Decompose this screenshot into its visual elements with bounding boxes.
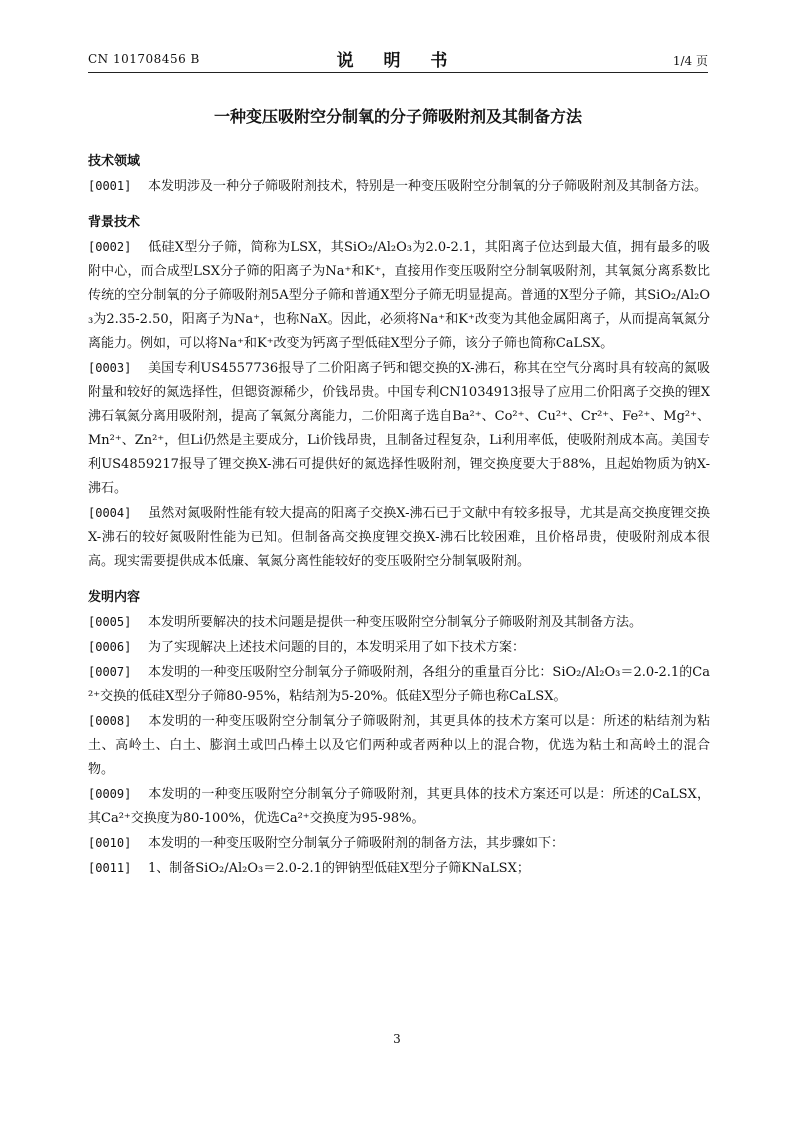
- paragraph-number: [0004]: [88, 506, 132, 520]
- paragraph: [88, 660, 710, 709]
- paragraph-number: [0009]: [88, 787, 132, 801]
- paragraph-number: [0010]: [88, 836, 132, 850]
- paragraph-text: 美国专利US4557736报导了二价阳离子钙和锶交换的X-沸石，称其在空气分离时具有较高的氮吸附量和较好的氮选择性，但锶资源稀少，价钱昂贵。中国专利CN1034913报导了应用二价阳离子交换的锂X沸石氧氮分离用吸附剂，提高了氧氮分离能力，二价阳离子选自Ba²⁺、Co²⁺、Cu²⁺、Cr²⁺、Fe²⁺、Mg²⁺、Mn²⁺、Zn²⁺，但Li仍然是主要成分，Li价钱昂贵，且制备过程复杂，Li利用率低，使吸附剂成本高。美国专利US4859217报导了锂交换X-沸石可提供好的氮选择性吸附剂，锂交换度要大于88%，且起始物质为钠X-沸石。: [88, 361, 710, 496]
- paragraph-number: [0007]: [88, 665, 132, 679]
- paragraph-text: 为了实现解决上述技术问题的目的，本发明采用了如下技术方案：: [148, 640, 526, 655]
- paragraph: [88, 856, 710, 881]
- paragraph-text: 本发明的一种变压吸附空分制氧分子筛吸附剂，其更具体的技术方案还可以是：所述的CaLSX，其Ca²⁺交换度为80-100%，优选Ca²⁺交换度为95-98%。: [88, 787, 710, 826]
- paragraph-text: 1、制备SiO₂/Al₂O₃＝2.0-2.1的钾钠型低硅X型分子筛KNaLSX；: [148, 861, 530, 876]
- document-body: [88, 150, 710, 881]
- patent-number: CN 101708456 B: [88, 52, 200, 66]
- paragraph-number: [0002]: [88, 240, 132, 254]
- paragraph-text: 本发明的一种变压吸附空分制氧分子筛吸附剂的制备方法，其步骤如下：: [148, 836, 565, 851]
- paragraph: [88, 610, 710, 635]
- paragraph-number: [0011]: [88, 861, 132, 875]
- paragraph-number: [0005]: [88, 615, 132, 629]
- page-header: [88, 46, 708, 73]
- paragraph: [88, 356, 710, 501]
- paragraph: [88, 235, 710, 356]
- paragraph-text: 低硅X型分子筛，简称为LSX，其SiO₂/Al₂O₃为2.0-2.1，其阳离子位达到最大值，拥有最多的吸附中心，而合成型LSX分子筛的阳离子为Na⁺和K⁺，直接用作变压吸附空分制氧吸附剂，其氧氮分离系数比传统的空分制氧的分子筛吸附剂5A型分子筛和普通X型分子筛无明显提高。普通的X型分子筛，其SiO₂/Al₂O₃为2.35-2.50，阳离子为Na⁺，也称NaX。因此，必须将Na⁺和K⁺改变为其他金属阳离子，从而提高氧氮分离能力。例如，可以将Na⁺和K⁺改变为钙离子型低硅X型分子筛，该分子筛也简称CaLSX。: [88, 240, 710, 351]
- paragraph: [88, 635, 710, 660]
- document-title: 一种变压吸附空分制氧的分子筛吸附剂及其制备方法: [213, 107, 582, 126]
- section-heading-background: 背景技术: [88, 215, 141, 230]
- paragraph-text: 本发明涉及一种分子筛吸附剂技术，特别是一种变压吸附空分制氧的分子筛吸附剂及其制备方法。: [148, 179, 708, 194]
- section-heading-invention-content: 发明内容: [88, 590, 141, 605]
- paragraph-number: [0008]: [88, 714, 132, 728]
- page-number: 3: [393, 1032, 401, 1046]
- paragraph-text: 本发明所要解决的技术问题是提供一种变压吸附空分制氧分子筛吸附剂及其制备方法。: [148, 615, 643, 630]
- paragraph-text: 本发明的一种变压吸附空分制氧分子筛吸附剂，其更具体的技术方案可以是：所述的粘结剂为粘土、高岭土、白土、膨润土或凹凸棒土以及它们两种或者两种以上的混合物，优选为粘土和高岭土的混合物。: [88, 714, 710, 777]
- section-title: 说 明 书: [336, 51, 460, 71]
- paragraph-text: 本发明的一种变压吸附空分制氧分子筛吸附剂，各组分的重量百分比：SiO₂/Al₂O₃＝2.0-2.1的Ca²⁺交换的低硅X型分子筛80-95%，粘结剂为5-20%。低硅X型分子筛也称CaLSX。: [88, 665, 710, 704]
- paragraph-number: [0003]: [88, 361, 132, 375]
- paragraph: [88, 782, 710, 831]
- paragraph: [88, 174, 710, 199]
- page-indicator: 1/4 页: [672, 54, 708, 68]
- paragraph-text: 虽然对氮吸附性能有较大提高的阳离子交换X-沸石已于文献中有较多报导，尤其是高交换度锂交换X-沸石的较好氮吸附性能为已知。但制备高交换度锂交换X-沸石比较困难，且价格昂贵，使吸附剂成本很高。现实需要提供成本低廉、氧氮分离性能较好的变压吸附空分制氧吸附剂。: [88, 506, 710, 569]
- paragraph: [88, 501, 710, 574]
- paragraph: [88, 831, 710, 856]
- paragraph: [88, 709, 710, 782]
- paragraph-number: [0001]: [88, 179, 132, 193]
- paragraph-number: [0006]: [88, 640, 132, 654]
- section-heading-technical-field: 技术领域: [88, 154, 141, 169]
